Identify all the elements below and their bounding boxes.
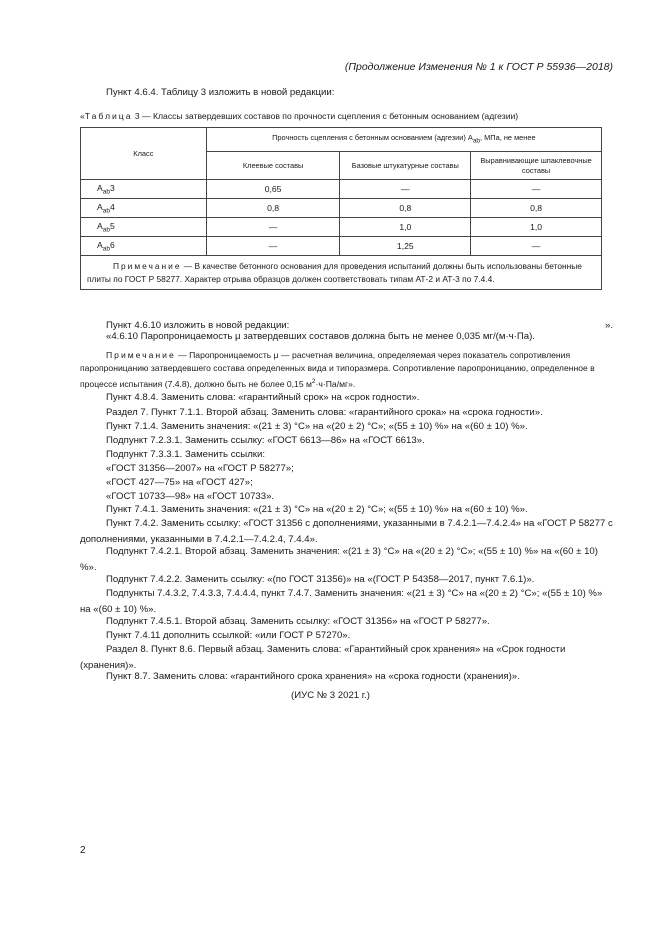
continuation-header: (Продолжение Изменения № 1 к ГОСТ Р 55936—2018)	[344, 61, 613, 73]
para-4610-text: «4.6.10 Паропроницаемость μ затвердевших составов должна быть не менее 0,035 мг/(м·ч·Па).	[106, 331, 535, 342]
para-7411: Пункт 7.4.11 дополнить ссылкой: «или ГОСТ Р 57270».	[106, 630, 351, 641]
table-row: $A_{ab}6$ — 1,25 —	[81, 237, 602, 256]
para-741: Пункт 7.4.1. Заменить значения: «(21 ± 3) °С» на «(20 ± 2) °С»; «(55 ± 10) %» на «(60 ± 10) %».	[106, 504, 528, 515]
para-86: Раздел 8. Пункт 8.6. Первый абзац. Заменить слова: «Гарантийный срок хранения» на «Срок годности (хранения)».	[80, 644, 566, 671]
table-row: $A_{ab}5$ — 1,0 1,0	[81, 218, 602, 237]
intro-paragraph: Пункт 4.6.4. Таблицу 3 изложить в новой редакции:	[106, 87, 335, 98]
para-484: Пункт 4.8.4. Заменить слова: «гарантийный срок» на «срок годности».	[106, 392, 420, 403]
page-number: 2	[80, 845, 86, 856]
para-7421: Подпункт 7.4.2.1. Второй абзац. Заменить значения: «(21 ± 3) °С» на «(20 ± 2) °С»; «(55 ± 10) %» на «(60 ± 10) %».	[80, 546, 598, 573]
adhesion-table	[80, 127, 602, 290]
table-note: Примечание — В качестве бетонного основания для проведения испытаний должны быть использованы бетонные плиты по ГОСТ Р 58277. Характер отрыва образцов должен соответствовать типам АТ-2 и АТ-3 по 7.4.4.	[81, 256, 602, 290]
table-caption-text: 3 — Классы затвердевших составов по прочности сцепления с бетонным основанием (адгезии)	[132, 111, 519, 121]
para-711: Раздел 7. Пункт 7.1.1. Второй абзац. Заменить слова: «гарантийного срока» на «срока годности».	[106, 407, 543, 418]
col-header-plaster: Базовые штукатурные составы	[340, 152, 471, 180]
para-4610-intro: Пункт 4.6.10 изложить в новой редакции:	[106, 320, 290, 331]
para-714: Пункт 7.1.4. Заменить значения: «(21 ± 3) °С» на «(20 ± 2) °С»; «(55 ± 10) %» на «(60 ± 10) %».	[106, 421, 528, 432]
col-header-putty: Выравнивающие шпаклевочные составы	[471, 152, 602, 180]
table-caption-label: Таблица	[84, 111, 133, 121]
para-7422: Подпункт 7.4.2.2. Заменить ссылку: «(по ГОСТ 31356)» на «(ГОСТ Р 54358—2017, пункт 7.6.1)».	[106, 574, 535, 585]
para-87: Пункт 8.7. Заменить слова: «гарантийного срока хранения» на «срока годности (хранения)».	[106, 671, 520, 682]
table-row: $A_{ab}3$ 0,65 — —	[81, 180, 602, 199]
para-7231: Подпункт 7.2.3.1. Заменить ссылку: «ГОСТ 6613—86» на «ГОСТ 6613».	[106, 435, 425, 446]
para-7451: Подпункт 7.4.5.1. Второй абзац. Заменить ссылку: «ГОСТ 31356» на «ГОСТ Р 58277».	[106, 616, 490, 627]
table-closing-quote: ».	[605, 320, 614, 331]
para-7432: Подпункты 7.4.3.2, 7.4.3.3, 7.4.4.4, пункт 7.4.7. Заменить значения: «(21 ± 3) °С» на «(20 ± 2) °С»; «(55 ± 10) %» на «(60 ± 10) %».	[80, 588, 603, 615]
ius-reference: (ИУС № 3 2021 г.)	[291, 690, 370, 701]
table-row: $A_{ab}4$ 0,8 0,8 0,8	[81, 199, 602, 218]
col-header-group: Прочность сцепления с бетонным основанием (адгезии) $A_{ab}$, МПа, не менее	[206, 128, 601, 152]
para-742: Пункт 7.4.2. Заменить ссылку: «ГОСТ 31356 с дополнениями, указанными в 7.4.2.1—7.4.2.4» на «ГОСТ Р 58277 с дополнениями, указанными в 7.4.2.1—7.4.2.4, 7.4.4».	[80, 518, 613, 545]
note-vapor-permeability: Примечание — Паропроницаемость μ — расчетная величина, определяемая через показатель сопротивления паропроницанию затвердевшего состава определенных вида и типоразмера. Сопротивление паропроницанию, определенное в процессе испытания (7.4.8), должно быть не более 0,15 $м^2\cdot ч\cdot Па/мг$».	[80, 350, 595, 389]
para-7331: Подпункт 7.3.3.1. Заменить ссылки:	[106, 449, 266, 460]
col-header-class: Класс	[81, 128, 207, 180]
table-caption: «Таблица 3 — Классы затвердевших составов по прочности сцепления с бетонным основанием (адгезии)	[80, 111, 519, 121]
ref-line: «ГОСТ 31356—2007» на «ГОСТ Р 58277»;	[106, 463, 294, 474]
col-header-glue: Клеевые составы	[206, 152, 340, 180]
ref-line: «ГОСТ 10733—98» на «ГОСТ 10733».	[106, 491, 275, 502]
ref-line: «ГОСТ 427—75» на «ГОСТ 427»;	[106, 477, 253, 488]
